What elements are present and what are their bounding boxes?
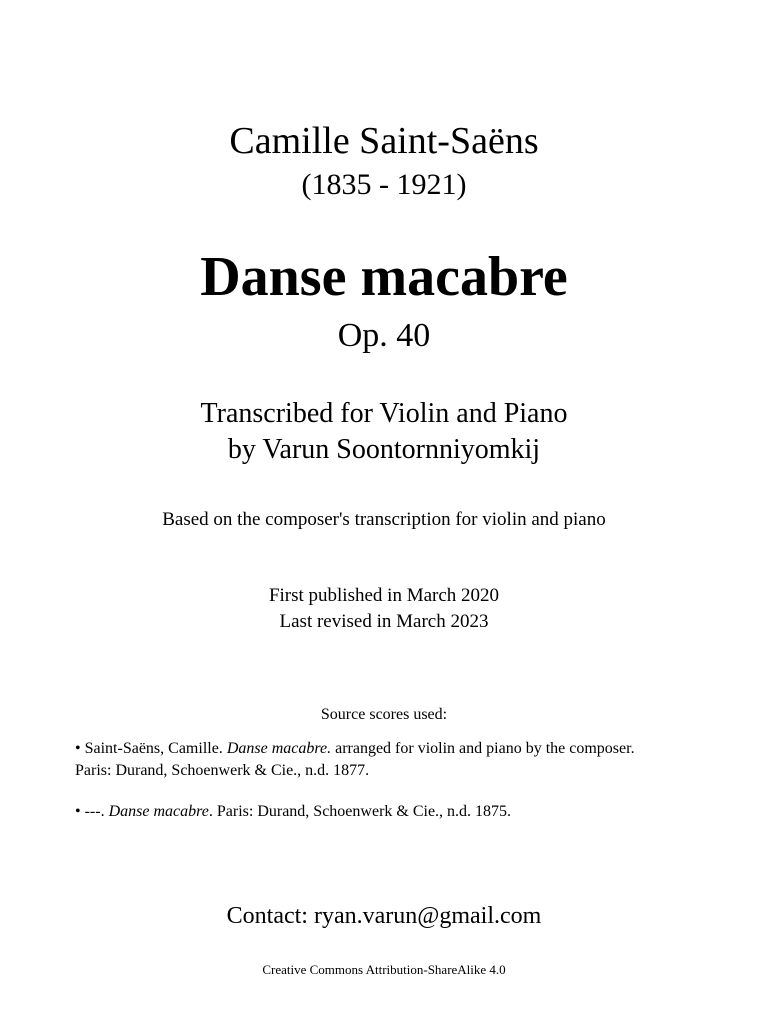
composer-dates: (1835 - 1921) bbox=[301, 168, 467, 201]
source-suffix: arranged for violin and piano by the composer. bbox=[331, 740, 635, 757]
source-item bbox=[75, 801, 715, 823]
work-title: Danse macabre bbox=[200, 246, 568, 308]
opus-number: Op. 40 bbox=[337, 317, 431, 354]
transcription-line-2: by Varun Soontornniyomkij bbox=[227, 434, 541, 465]
source-item bbox=[75, 738, 715, 782]
source-prefix: • ---. bbox=[75, 803, 109, 820]
based-on-note: Based on the composer's transcription for violin and piano bbox=[162, 509, 606, 530]
source-prefix: • Saint-Saëns, Camille. bbox=[75, 740, 227, 757]
transcription-line-1: Transcribed for Violin and Piano bbox=[200, 398, 568, 429]
license-note: Creative Commons Attribution-ShareAlike 4.0 bbox=[262, 962, 506, 977]
last-revised: Last revised in March 2023 bbox=[279, 611, 489, 632]
source-publisher: Paris: Durand, Schoenwerk & Cie., n.d. 1877. bbox=[75, 762, 370, 779]
sources-heading: Source scores used: bbox=[320, 706, 448, 723]
contact-email: Contact: ryan.varun@gmail.com bbox=[226, 903, 542, 929]
source-suffix: . Paris: Durand, Schoenwerk & Cie., n.d. 1875. bbox=[208, 803, 512, 820]
source-title: Danse macabre bbox=[108, 803, 209, 820]
first-published: First published in March 2020 bbox=[268, 585, 500, 606]
composer-name: Camille Saint-Saëns bbox=[229, 120, 539, 162]
source-title: Danse macabre. bbox=[226, 740, 332, 757]
